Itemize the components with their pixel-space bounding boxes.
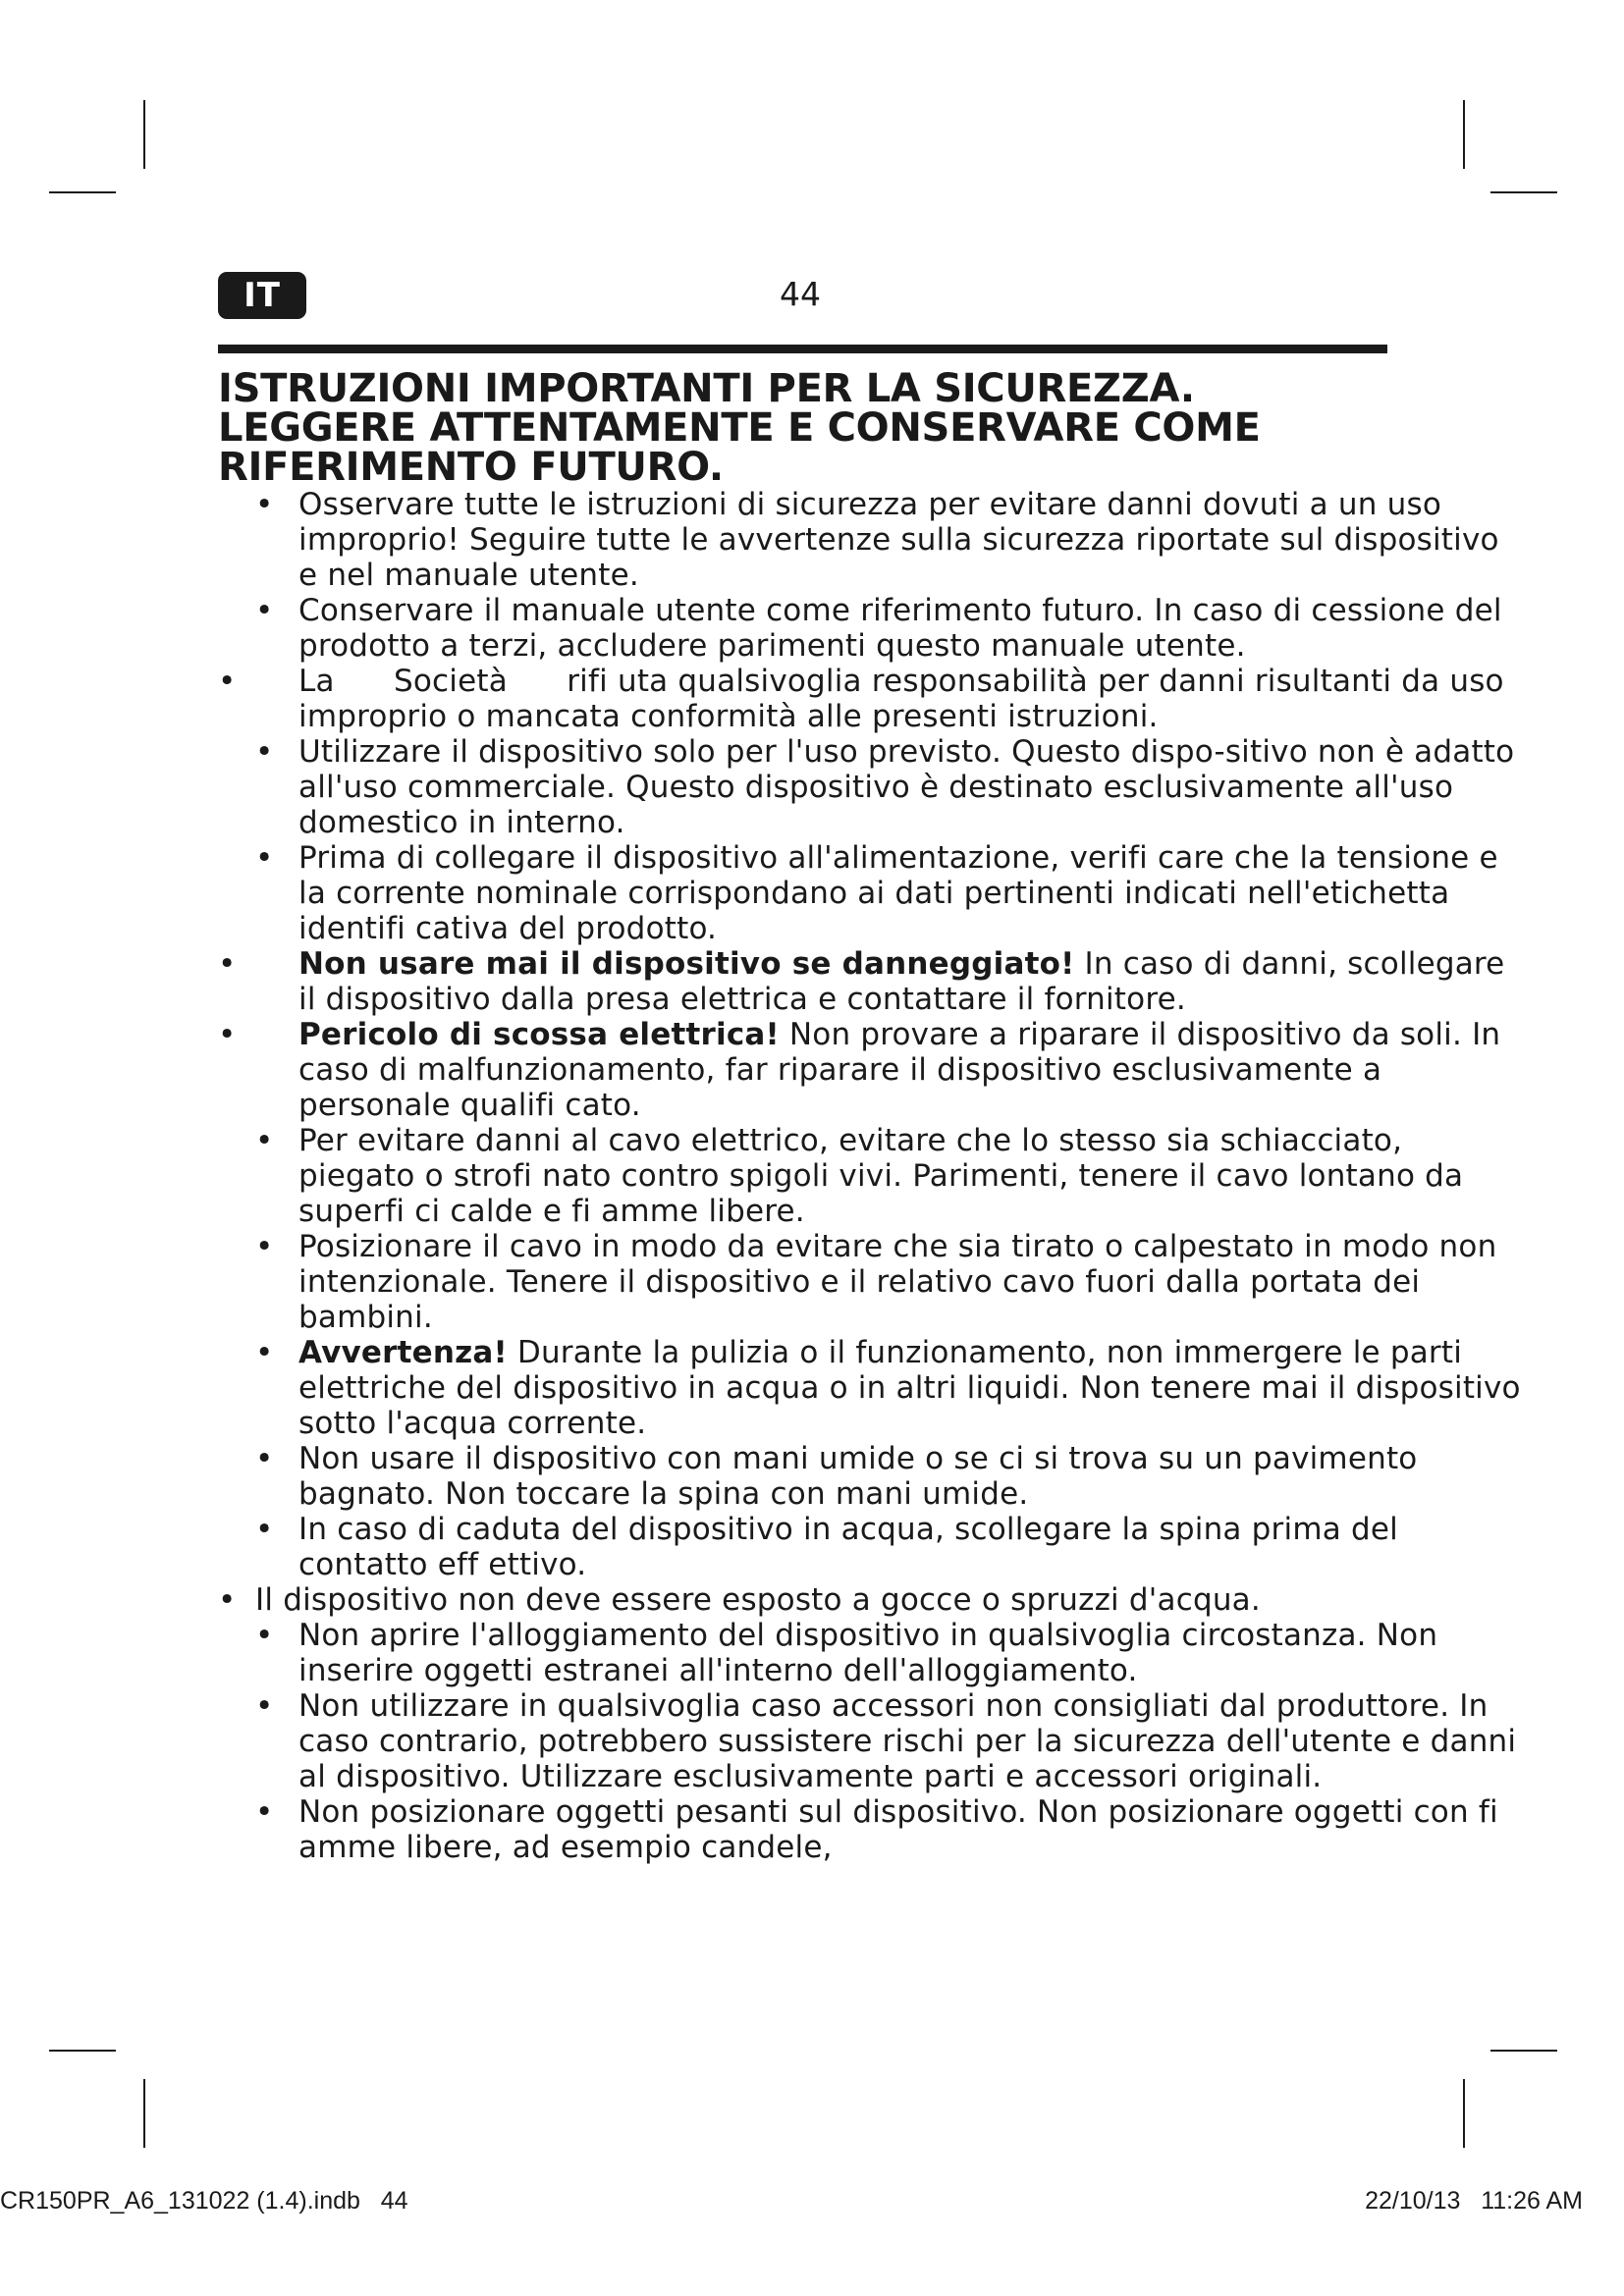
- page-number: 44: [780, 275, 821, 313]
- list-item-text: Non aprire l'alloggiamento del dispositivo in qualsivoglia circostanza. Non inserire oggetti estranei all'interno dell'alloggiamento.: [298, 1618, 1438, 1688]
- list-item-text: Utilizzare il dispositivo solo per l'uso previsto. Questo dispo-sitivo non è adatto all'uso commerciale. Questo dispositivo è destinato esclusivamente all'uso domestico in interno.: [298, 734, 1515, 840]
- list-item: [218, 487, 1524, 593]
- list-item: [218, 664, 1524, 734]
- bullet-glyph: •: [218, 1017, 237, 1052]
- bullet-glyph: •: [255, 1335, 274, 1370]
- list-item-text: In caso di caduta del dispositivo in acqua, scollegare la spina prima del contatto eff ettivo.: [298, 1512, 1398, 1582]
- header-rule: [218, 345, 1387, 353]
- bullet-glyph: •: [218, 664, 237, 699]
- list-item: [218, 1123, 1524, 1229]
- safety-heading-line-2: LEGGERE ATTENTAMENTE E CONSERVARE COME: [218, 405, 1261, 451]
- list-item-text: Non posizionare oggetti pesanti sul dispositivo. Non posizionare oggetti con fi amme libere, ad esempio candele,: [298, 1794, 1498, 1865]
- bullet-glyph: •: [255, 593, 274, 628]
- bullet-glyph: •: [255, 1441, 274, 1476]
- list-item-text: In caso di danni, scollegare il dispositivo dalla presa elettrica e contattare il fornitore.: [298, 946, 1505, 1017]
- list-item: [218, 1512, 1524, 1582]
- file-name-slug: CR150PR_A6_131022 (1.4).indb 44: [0, 2187, 408, 2215]
- bullet-glyph: •: [218, 1582, 237, 1618]
- list-item: [218, 1441, 1524, 1512]
- crop-mark-top-right-vertical: [1463, 100, 1465, 169]
- list-item-text: Non provare a riparare il dispositivo da soli. In caso di malfunzionamento, far riparare il dispositivo esclusivamente a personale qualifi cato.: [298, 1017, 1501, 1123]
- crop-mark-top-left-horizontal: [49, 191, 116, 193]
- crop-mark-bottom-left-horizontal: [49, 2050, 116, 2052]
- list-item: [218, 734, 1524, 840]
- list-item: [218, 1618, 1524, 1688]
- list-item: [218, 593, 1524, 664]
- bullet-glyph: •: [255, 487, 274, 522]
- list-item-text: Osservare tutte le istruzioni di sicurezza per evitare danni dovuti a un uso improprio! Seguire tutte le avvertenze sulla sicurezza riportate sul dispositivo e nel manuale utente.: [298, 487, 1499, 593]
- list-item-text: La Società rifi uta qualsivoglia responsabilità per danni risultanti da uso improprio o mancata conformità alle presenti istruzioni.: [298, 664, 1514, 734]
- list-item-emphasis: Non usare mai il dispositivo se danneggiato!: [298, 946, 1075, 982]
- bullet-glyph: •: [255, 734, 274, 770]
- list-item: [218, 1688, 1524, 1794]
- list-item: [218, 1335, 1524, 1441]
- list-item-text: Posizionare il cavo in modo da evitare che sia tirato o calpestato in modo non intenzionale. Tenere il dispositivo e il relativo cavo fuori dalla portata dei bambini.: [298, 1229, 1497, 1335]
- list-item: [218, 840, 1524, 946]
- crop-mark-top-left-vertical: [143, 100, 145, 169]
- crop-mark-top-right-horizontal: [1490, 191, 1557, 193]
- list-item: [218, 1017, 1524, 1123]
- safety-instructions-list: [218, 487, 1524, 1865]
- list-item: [218, 1229, 1524, 1335]
- bullet-glyph: •: [255, 1123, 274, 1158]
- safety-heading-line-1: ISTRUZIONI IMPORTANTI PER LA SICUREZZA.: [218, 366, 1195, 411]
- list-item: [218, 946, 1524, 1017]
- bullet-glyph: •: [255, 1618, 274, 1653]
- list-item-text: Per evitare danni al cavo elettrico, evitare che lo stesso sia schiacciato, piegato o strofi nato contro spigoli vivi. Parimenti, tenere il cavo lontano da superfi ci calde e fi amme libere.: [298, 1123, 1464, 1229]
- list-item-text: Conservare il manuale utente come riferimento futuro. In caso di cessione del prodotto a terzi, accludere parimenti questo manuale utente.: [298, 593, 1502, 664]
- list-item-text: Non utilizzare in qualsivoglia caso accessori non consigliati dal produttore. In caso contrario, potrebbero sussistere rischi per la sicurezza dell'utente e danni al dispositivo. Utilizzare esclusivamente parti e accessori originali.: [298, 1688, 1517, 1794]
- list-item: [218, 1794, 1524, 1865]
- list-item-text: Durante la pulizia o il funzionamento, non immergere le parti elettriche del dispositivo in acqua o in altri liquidi. Non tenere mai il dispositivo sotto l'acqua corrente.: [298, 1335, 1521, 1441]
- list-item-text: Il dispositivo non deve essere esposto a gocce o spruzzi d'acqua.: [255, 1582, 1261, 1618]
- list-item-text: Prima di collegare il dispositivo all'alimentazione, verifi care che la tensione e la corrente nominale corrispondano ai dati pertinenti indicati nell'etichetta identifi cativa del prodotto.: [298, 840, 1498, 946]
- crop-mark-bottom-left-vertical: [143, 2079, 145, 2148]
- safety-heading: [218, 366, 1435, 490]
- print-timestamp: 22/10/13 11:26 AM: [1365, 2187, 1583, 2215]
- bullet-glyph: •: [255, 1794, 274, 1830]
- list-item-emphasis: Avvertenza!: [298, 1335, 508, 1370]
- list-item-emphasis: Pericolo di scossa elettrica!: [298, 1017, 780, 1052]
- safety-heading-line-3: RIFERIMENTO FUTURO.: [218, 445, 724, 490]
- bullet-glyph: •: [218, 946, 237, 982]
- bullet-glyph: •: [255, 1229, 274, 1264]
- list-item: [218, 1582, 1524, 1618]
- bullet-glyph: •: [255, 1512, 274, 1547]
- crop-mark-bottom-right-vertical: [1463, 2079, 1465, 2148]
- bullet-glyph: •: [255, 840, 274, 876]
- crop-mark-bottom-right-horizontal: [1490, 2050, 1557, 2052]
- bullet-glyph: •: [255, 1688, 274, 1724]
- list-item-text: Non usare il dispositivo con mani umide o se ci si trova su un pavimento bagnato. Non toccare la spina con mani umide.: [298, 1441, 1418, 1512]
- language-badge: IT: [218, 272, 306, 319]
